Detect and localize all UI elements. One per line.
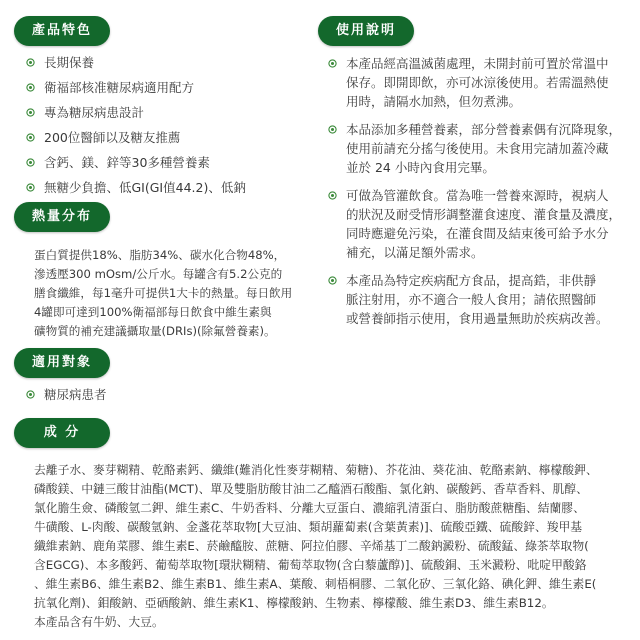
- features-list: [24, 53, 294, 197]
- usage-line: 同時應避免污染，在灌食間及結束後可給予水分: [346, 226, 609, 241]
- list-item: [326, 271, 630, 328]
- list-item: [24, 385, 294, 404]
- calories-paragraph: [34, 246, 306, 341]
- calories-line: 礦物質的補充建議攝取量(DRIs)(除氟營養素)。: [34, 324, 276, 338]
- usage-line: 脈注射用，亦不適合一般人食用；請依照醫師: [346, 292, 597, 307]
- bullet-icon: [26, 158, 35, 167]
- ingredients-line: 本產品含有牛奶、大豆。: [34, 615, 164, 629]
- bullet-icon: [328, 276, 337, 285]
- usage-line: 本產品經高溫滅菌處理，未開封前可置於常溫中: [346, 56, 609, 71]
- ingredients-title: 成 分: [43, 425, 81, 440]
- ingredients-line: 氯化膽生僉、磷酸氫二鉀、維生素C、牛奶香料、分離大豆蛋白、濃縮乳清蛋白、脂肪酸蔗糖酯、結蘭膠、: [34, 501, 585, 515]
- usage-line: 並於 24 小時內食用完畢。: [346, 160, 495, 175]
- bullet-icon: [26, 83, 35, 92]
- ingredients-line: 磷酸鎂、中鏈三酸甘油酯(MCT)、單及雙脂肪酸甘油二乙醯酒石酸酯、氯化鈉、碳酸鈣、香草香料、肌醇、: [34, 482, 588, 496]
- ingredients-line: 含EGCG)、本多酸鈣、葡萄萃取物[環狀糊精、葡萄萃取物(含白藜蘆醇)]、硫酸銅、玉米澱粉、吡啶甲酸鉻: [34, 558, 587, 572]
- bullet-icon: [26, 133, 35, 142]
- ingredients-line: 去離子水、麥芽糊精、乾酪素鈣、纖維(難消化性麥芽糊精、菊糖)、芥花油、葵花油、乾酪素鈉、檸檬酸鉀、: [34, 463, 598, 477]
- audience-title: 適用對象: [31, 355, 92, 370]
- list-item: [24, 178, 294, 197]
- audience-list: [24, 385, 294, 404]
- ingredients-line: 纖維素鈉、鹿角菜膠、維生素E、菸鹼醯胺、蔗糖、阿拉伯膠、辛烯基丁二酸鈉澱粉、硫酸錳、綠茶萃取物(: [34, 539, 589, 553]
- calories-line: 蛋白質提供18%、脂肪34%、碳水化合物48%，: [34, 248, 286, 262]
- features-heading: [14, 16, 110, 46]
- usage-title: 使用說明: [335, 23, 396, 38]
- list-item: [326, 120, 630, 177]
- feature-text: 專為糖尿病患設計: [44, 105, 145, 120]
- list-item: [24, 128, 294, 147]
- usage-line: 補充，以滿足額外需求。: [346, 245, 484, 260]
- calories-line: 4罐即可達到100%衛福部每日飲食中維生素與: [34, 305, 272, 319]
- usage-line: 的狀況及耐受情形調整灌食速度、灌食量及濃度，: [346, 207, 622, 222]
- calories-line: 滲透壓300 mOsm/公斤水。每罐含有5.2公克的: [34, 267, 283, 281]
- usage-heading: [318, 16, 414, 46]
- bullet-icon: [328, 59, 337, 68]
- ingredients-line: 抗氧化劑)、鉬酸鈉、亞硒酸鈉、維生素K1、檸檬酸鈉、生物素、檸檬酸、維生素D3、維生素B12。: [34, 596, 554, 610]
- usage-line: 可做為管灌飲食。當為唯一營養來源時，視病人: [346, 188, 609, 203]
- usage-line: 或營養師指示使用，食用過量無助於疾病改善。: [346, 311, 609, 326]
- bullet-icon: [26, 183, 35, 192]
- bullet-icon: [26, 108, 35, 117]
- calories-heading: [14, 202, 110, 232]
- calories-title: 熱量分布: [31, 209, 92, 224]
- bullet-icon: [328, 191, 337, 200]
- feature-text: 含鈣、鎂、鋅等30多種營養素: [44, 155, 210, 170]
- calories-line: 膳食纖維，每1毫升可提供1大卡的熱量。每日飲用: [34, 286, 293, 300]
- list-item: [24, 78, 294, 97]
- usage-line: 保存。即開即飲，亦可冰涼後使用。若需溫熱使: [346, 75, 609, 90]
- usage-line: 使用前請充分搖勻後使用。未食用完請加蓋冷藏: [346, 141, 609, 156]
- bullet-icon: [328, 125, 337, 134]
- ingredients-paragraph: [34, 461, 624, 632]
- audience-text: 糖尿病患者: [44, 387, 107, 402]
- features-title: 產品特色: [31, 23, 92, 38]
- usage-list: [326, 54, 630, 328]
- feature-text: 無糖少負擔、低GI(GI值44.2)、低鈉: [44, 180, 246, 195]
- list-item: [24, 53, 294, 72]
- feature-text: 衛福部核准糖尿病適用配方: [44, 80, 195, 95]
- list-item: [326, 186, 630, 262]
- bullet-icon: [26, 390, 35, 399]
- list-item: [24, 153, 294, 172]
- bullet-icon: [26, 58, 35, 67]
- feature-text: 200位醫師以及糖友推薦: [44, 130, 181, 145]
- ingredients-line: 牛磺酸、L-肉酸、碳酸氫鈉、金盞花萃取物[大豆油、類胡蘿蔔素(含葉黃素)]、硫酸亞鐵、硫酸鋅、羧甲基: [34, 520, 583, 534]
- usage-line: 本產品為特定疾病配方食品，提高鋯，非供靜: [346, 273, 597, 288]
- ingredients-heading: [14, 418, 110, 448]
- list-item: [24, 103, 294, 122]
- feature-text: 長期保養: [44, 55, 95, 70]
- list-item: [326, 54, 630, 111]
- usage-line: 本品添加多種營養素，部分營養素偶有沉降現象，: [346, 122, 622, 137]
- audience-heading: [14, 348, 110, 378]
- ingredients-line: 、維生素B6、維生素B2、維生素B1、維生素A、葉酸、刺梧桐膠、二氧化矽、三氧化鉻、碘化鉀、維生素E(: [34, 577, 597, 591]
- usage-line: 用時，請隔水加熱，但勿煮沸。: [346, 94, 522, 109]
